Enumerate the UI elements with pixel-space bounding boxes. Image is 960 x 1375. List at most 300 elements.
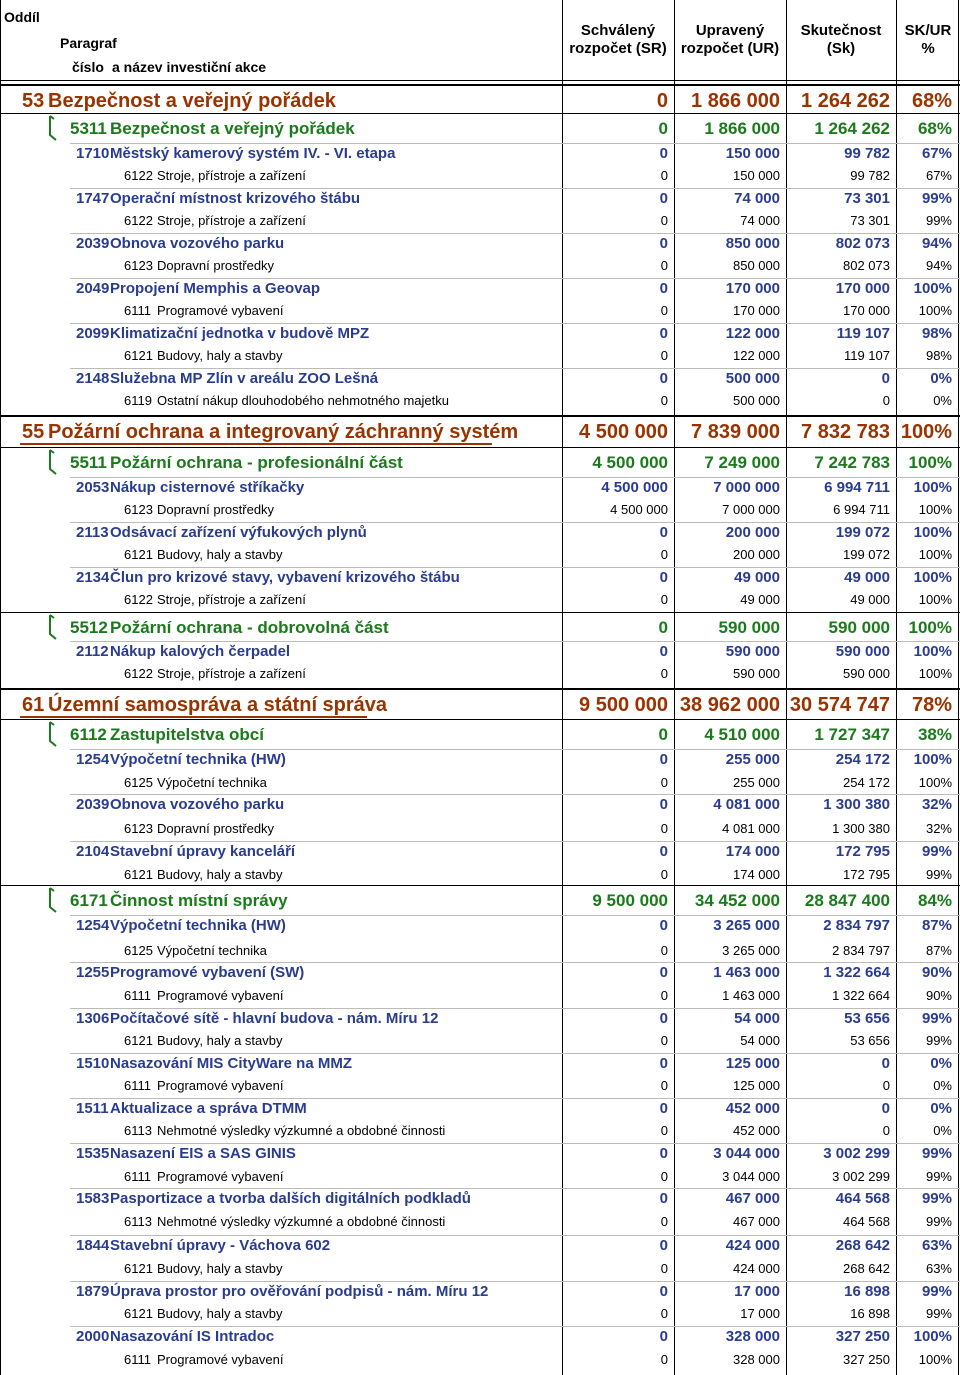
row-value-sr: 0 xyxy=(659,235,668,252)
row-value-sk: 268 642 xyxy=(843,1261,890,1276)
row-value-sk: 53 656 xyxy=(850,1033,890,1048)
header-oddil: Oddíl xyxy=(4,9,40,25)
row-value-sr: 0 xyxy=(659,325,668,342)
row-value-pct: 100% xyxy=(913,643,952,660)
row-value-sr: 0 xyxy=(659,1145,668,1162)
row-code: 6122 xyxy=(124,666,153,681)
row-value-pct: 99% xyxy=(921,1145,952,1162)
row-code: 1306 xyxy=(76,1010,110,1027)
row-value-sr: 0 xyxy=(659,280,668,297)
row-value-pct: 87% xyxy=(925,943,952,958)
row-name: Stroje, přístroje a zařízení xyxy=(157,168,306,183)
row-value-ur: 1 866 000 xyxy=(691,90,780,112)
row-value-sr: 0 xyxy=(660,1306,668,1321)
action-top-border xyxy=(70,522,960,523)
row-value-pct: 98% xyxy=(921,325,952,342)
row-value-ur: 38 962 000 xyxy=(679,694,780,716)
row-code: 1255 xyxy=(76,964,110,981)
row-name: Budovy, haly a stavby xyxy=(157,1261,283,1276)
row-code: 6113 xyxy=(124,1214,152,1229)
row-value-ur: 7 000 000 xyxy=(713,479,780,496)
row-value-sk: 16 898 xyxy=(844,1283,890,1300)
action-top-border xyxy=(70,1281,960,1282)
row-value-ur: 7 839 000 xyxy=(691,421,780,443)
row-value-pct: 100% xyxy=(918,592,952,607)
row-name: Programové vybavení xyxy=(157,1078,284,1093)
row-value-ur: 54 000 xyxy=(740,1033,780,1048)
row-value-sk: 1 264 262 xyxy=(814,119,890,138)
row-value-ur: 49 000 xyxy=(740,592,780,607)
row-value-ur: 122 000 xyxy=(733,348,780,363)
action-top-border xyxy=(70,1053,960,1054)
row-value-pct: 68% xyxy=(911,90,952,112)
row-value-sr: 0 xyxy=(660,213,668,228)
table-row-akce xyxy=(0,278,960,300)
row-name: Bezpečnost a veřejný pořádek xyxy=(48,90,336,112)
row-name: Výpočetní technika xyxy=(157,775,267,790)
row-value-pct: 63% xyxy=(925,1261,952,1276)
row-value-sr: 0 xyxy=(660,258,668,273)
row-code: 2113 xyxy=(76,524,109,541)
table-row-pol xyxy=(0,1120,960,1142)
row-name: Výpočetní technika (HW) xyxy=(110,917,286,934)
row-value-sr: 0 xyxy=(658,618,668,637)
row-value-sk: 254 172 xyxy=(843,775,890,790)
table-row-pol xyxy=(0,210,960,232)
header-sk xyxy=(786,22,896,58)
row-value-ur: 3 044 000 xyxy=(713,1145,780,1162)
row-value-ur: 590 000 xyxy=(718,618,780,637)
row-value-pct: 99% xyxy=(925,1214,952,1229)
action-top-border xyxy=(70,368,960,369)
row-value-sr: 9 500 000 xyxy=(592,891,668,910)
action-top-border xyxy=(70,323,960,324)
row-name: Programové vybavení xyxy=(157,988,284,1003)
row-value-sr: 4 500 000 xyxy=(592,453,668,472)
row-name: Nehmotné výsledky výzkumné a obdobné činnosti xyxy=(157,1123,446,1138)
row-code: 2039 xyxy=(76,796,110,813)
row-value-sr: 0 xyxy=(660,1078,668,1093)
row-code: 6123 xyxy=(124,258,153,273)
header-cislo: číslo xyxy=(72,59,104,75)
action-top-border xyxy=(70,233,960,234)
row-value-ur: 590 000 xyxy=(725,643,780,660)
row-value-sr: 0 xyxy=(660,1033,668,1048)
row-value-sk: 16 898 xyxy=(850,1306,890,1321)
row-value-sr: 0 xyxy=(660,943,668,958)
table-row-pol xyxy=(0,589,960,611)
row-code: 6122 xyxy=(124,592,153,607)
row-name: Zastupitelstva obcí xyxy=(110,725,264,744)
row-value-sk: 327 250 xyxy=(835,1328,890,1345)
row-value-sr: 0 xyxy=(659,796,668,813)
row-value-sk: 0 xyxy=(882,1078,890,1093)
row-value-pct: 0% xyxy=(933,393,952,408)
section-top-border xyxy=(0,688,960,690)
row-value-sr: 0 xyxy=(660,1352,668,1367)
row-value-sk: 1 322 664 xyxy=(823,964,890,981)
row-value-sk: 254 172 xyxy=(835,751,890,768)
table-row-pol xyxy=(0,1258,960,1280)
row-value-ur: 500 000 xyxy=(733,393,780,408)
row-code: 6111 xyxy=(124,988,151,1003)
table-row-pol xyxy=(0,1166,960,1188)
table-row-akce xyxy=(0,794,960,816)
row-name: Programové vybavení xyxy=(157,303,284,318)
row-code: 6121 xyxy=(124,1033,153,1048)
row-code: 6111 xyxy=(124,1169,151,1184)
row-code: 6119 xyxy=(124,393,152,408)
row-value-ur: 500 000 xyxy=(725,370,780,387)
row-value-ur: 467 000 xyxy=(733,1214,780,1229)
row-value-sk: 327 250 xyxy=(843,1352,890,1367)
row-value-sr: 0 xyxy=(660,666,668,681)
row-value-sr: 0 xyxy=(659,751,668,768)
table-row-pol xyxy=(0,663,960,685)
row-code: 61 xyxy=(22,694,45,716)
row-code: 2112 xyxy=(76,643,109,660)
paragraph-bracket-icon xyxy=(48,614,58,640)
row-value-pct: 99% xyxy=(921,190,952,207)
row-code: 1510 xyxy=(76,1055,110,1072)
row-value-sk: 73 301 xyxy=(844,190,890,207)
table-row-akce xyxy=(0,188,960,210)
section-top-border xyxy=(0,415,960,417)
row-name: Nehmotné výsledky výzkumné a obdobné činnosti xyxy=(157,1214,446,1229)
row-name: Stroje, přístroje a zařízení xyxy=(157,213,306,228)
row-value-pct: 100% xyxy=(900,421,952,443)
row-code: 1710 xyxy=(76,145,110,162)
row-value-sr: 0 xyxy=(659,370,668,387)
row-name: Člun pro krizové stavy, vybavení krizového štábu xyxy=(110,569,460,586)
paragraph-top-border xyxy=(0,885,960,886)
row-code: 2053 xyxy=(76,479,110,496)
row-code: 5311 xyxy=(70,119,107,138)
row-name: Klimatizační jednotka v budově MPZ xyxy=(110,325,370,342)
row-value-sk: 49 000 xyxy=(844,569,890,586)
row-value-pct: 38% xyxy=(917,725,952,744)
row-value-sr: 0 xyxy=(660,1261,668,1276)
row-code: 6123 xyxy=(124,502,153,517)
row-value-sk: 1 300 380 xyxy=(823,796,890,813)
row-value-sr: 0 xyxy=(659,643,668,660)
row-name: Budovy, haly a stavby xyxy=(157,1306,283,1321)
table-row-pol xyxy=(0,165,960,187)
row-value-sr: 0 xyxy=(659,917,668,934)
row-value-sr: 0 xyxy=(660,988,668,1003)
table-row-akce xyxy=(0,1053,960,1075)
row-code: 53 xyxy=(22,90,45,112)
row-value-sk: 7 832 783 xyxy=(801,421,890,443)
row-value-pct: 100% xyxy=(908,453,952,472)
row-value-sk: 1 264 262 xyxy=(801,90,890,112)
row-value-sr: 0 xyxy=(660,1169,668,1184)
paragraph-top-border xyxy=(0,113,960,114)
row-name: Programové vybavení (SW) xyxy=(110,964,305,981)
row-value-sk: 7 242 783 xyxy=(814,453,890,472)
row-value-sr: 0 xyxy=(660,348,668,363)
row-code: 6112 xyxy=(70,725,107,744)
row-name: Programové vybavení xyxy=(157,1352,284,1367)
header-ur xyxy=(674,22,786,58)
row-value-sr: 4 500 000 xyxy=(610,502,668,517)
table-row-akce xyxy=(0,1143,960,1165)
row-value-sk: 0 xyxy=(881,1100,890,1117)
row-value-pct: 100% xyxy=(913,751,952,768)
header-sk-line2: (Sk) xyxy=(826,40,856,57)
row-value-sk: 170 000 xyxy=(835,280,890,297)
row-value-ur: 174 000 xyxy=(733,867,780,882)
row-value-sr: 4 500 000 xyxy=(579,421,668,443)
table-row-para xyxy=(0,117,960,141)
action-top-border xyxy=(70,1326,960,1327)
row-value-sk: 464 568 xyxy=(835,1190,890,1207)
row-code: 6125 xyxy=(124,775,153,790)
table-row-akce xyxy=(0,962,960,984)
row-name: Dopravní prostředky xyxy=(157,258,275,273)
row-name: Požární ochrana - dobrovolná část xyxy=(110,618,389,637)
row-code: 1511 xyxy=(76,1100,109,1117)
row-code: 6123 xyxy=(124,821,153,836)
row-code: 55 xyxy=(22,421,45,443)
row-code: 1254 xyxy=(76,917,110,934)
table-row-pol xyxy=(0,1349,960,1371)
table-row-para xyxy=(0,616,960,640)
row-value-ur: 590 000 xyxy=(733,666,780,681)
row-code: 6121 xyxy=(124,348,153,363)
row-code: 6113 xyxy=(124,1123,152,1138)
row-value-sr: 0 xyxy=(660,168,668,183)
row-value-pct: 0% xyxy=(930,370,952,387)
row-value-sk: 590 000 xyxy=(843,666,890,681)
row-code: 6121 xyxy=(124,867,153,882)
row-name: Dopravní prostředky xyxy=(157,821,275,836)
row-value-sr: 0 xyxy=(660,867,668,882)
row-value-pct: 68% xyxy=(917,119,952,138)
header-ur-line2: rozpočet (UR) xyxy=(680,40,780,57)
section-title-underline xyxy=(20,716,367,718)
row-value-ur: 170 000 xyxy=(733,303,780,318)
table-row-pol xyxy=(0,940,960,962)
paragraph-bracket-icon xyxy=(48,721,58,747)
row-value-ur: 3 265 000 xyxy=(713,917,780,934)
table-row-akce xyxy=(0,522,960,544)
table-row-pol xyxy=(0,772,960,794)
table-row-sect xyxy=(0,86,960,116)
table-row-akce xyxy=(0,1281,960,1303)
row-value-sk: 6 994 711 xyxy=(824,479,890,496)
row-value-pct: 99% xyxy=(925,867,952,882)
section-title-underline xyxy=(20,443,492,445)
row-value-sk: 30 574 747 xyxy=(789,694,890,716)
header-ur-line1: Upravený xyxy=(695,22,765,39)
row-value-ur: 4 081 000 xyxy=(713,796,780,813)
table-row-akce xyxy=(0,641,960,663)
row-code: 6121 xyxy=(124,547,153,562)
row-value-ur: 4 510 000 xyxy=(704,725,780,744)
row-value-ur: 170 000 xyxy=(725,280,780,297)
row-value-pct: 0% xyxy=(930,1100,952,1117)
row-value-sk: 170 000 xyxy=(843,303,890,318)
row-value-sk: 73 301 xyxy=(850,213,890,228)
row-value-pct: 94% xyxy=(921,235,952,252)
row-value-pct: 67% xyxy=(925,168,952,183)
row-value-pct: 0% xyxy=(933,1078,952,1093)
row-value-sr: 0 xyxy=(658,725,668,744)
row-code: 2000 xyxy=(76,1328,110,1345)
row-value-ur: 3 044 000 xyxy=(722,1169,780,1184)
row-value-pct: 0% xyxy=(933,1123,952,1138)
row-value-pct: 99% xyxy=(921,1283,952,1300)
row-value-pct: 99% xyxy=(925,1169,952,1184)
row-value-pct: 100% xyxy=(913,1328,952,1345)
row-value-sr: 0 xyxy=(658,119,668,138)
header-nazev: a název investiční akce xyxy=(112,59,267,75)
row-value-sk: 99 782 xyxy=(844,145,890,162)
row-value-ur: 1 463 000 xyxy=(713,964,780,981)
row-name: Pasportizace a tvorba dalších digitálních podkladů xyxy=(110,1190,471,1207)
header-sr-line1: Schválený xyxy=(580,22,656,39)
row-value-pct: 100% xyxy=(918,775,952,790)
row-value-ur: 7 249 000 xyxy=(704,453,780,472)
row-value-sr: 0 xyxy=(659,569,668,586)
header-pct-line2: % xyxy=(921,40,935,57)
row-code: 1844 xyxy=(76,1237,110,1254)
row-value-ur: 49 000 xyxy=(734,569,780,586)
table-row-pol xyxy=(0,390,960,412)
header-sk-line1: Skutečnost xyxy=(800,22,882,39)
row-name: Požární ochrana - profesionální část xyxy=(110,453,403,472)
table-row-pol xyxy=(0,255,960,277)
row-value-sk: 28 847 400 xyxy=(804,891,890,910)
row-name: Odsávací zařízení výfukových plynů xyxy=(110,524,367,541)
row-value-sk: 1 727 347 xyxy=(814,725,890,744)
row-name: Nasazování IS Intradoc xyxy=(110,1328,275,1345)
row-code: 2099 xyxy=(76,325,110,342)
table-row-pol xyxy=(0,1211,960,1233)
table-row-akce xyxy=(0,143,960,165)
row-value-sr: 0 xyxy=(660,547,668,562)
row-value-pct: 67% xyxy=(921,145,952,162)
row-value-sr: 0 xyxy=(660,592,668,607)
table-row-akce xyxy=(0,477,960,499)
paragraph-top-border xyxy=(0,447,960,448)
row-value-sr: 0 xyxy=(659,145,668,162)
row-name: Stroje, přístroje a zařízení xyxy=(157,666,306,681)
row-code: 6122 xyxy=(124,213,153,228)
row-name: Stavební úpravy kanceláří xyxy=(110,843,296,860)
table-row-akce xyxy=(0,1098,960,1120)
row-value-sk: 0 xyxy=(882,1123,890,1138)
row-code: 1747 xyxy=(76,190,110,207)
header-sr xyxy=(562,22,674,58)
row-value-sk: 6 994 711 xyxy=(833,502,890,517)
row-value-pct: 0% xyxy=(930,1055,952,1072)
row-code: 6121 xyxy=(124,1261,153,1276)
table-row-para xyxy=(0,723,960,747)
paragraph-bracket-icon xyxy=(48,887,58,913)
action-top-border xyxy=(70,1008,960,1009)
row-value-pct: 32% xyxy=(921,796,952,813)
row-value-ur: 17 000 xyxy=(734,1283,780,1300)
table-row-akce xyxy=(0,841,960,863)
row-value-ur: 424 000 xyxy=(733,1261,780,1276)
row-value-pct: 99% xyxy=(921,843,952,860)
row-value-sk: 464 568 xyxy=(843,1214,890,1229)
header-paragraf: Paragraf xyxy=(60,35,117,51)
row-value-ur: 125 000 xyxy=(725,1055,780,1072)
row-value-ur: 452 000 xyxy=(725,1100,780,1117)
table-row-akce xyxy=(0,915,960,937)
row-value-pct: 94% xyxy=(925,258,952,273)
action-top-border xyxy=(70,143,960,144)
row-name: Aktualizace a správa DTMM xyxy=(110,1100,307,1117)
row-value-pct: 100% xyxy=(908,618,952,637)
table-row-akce xyxy=(0,567,960,589)
row-code: 5511 xyxy=(70,453,107,472)
row-value-sr: 0 xyxy=(659,524,668,541)
action-top-border xyxy=(70,962,960,963)
row-value-ur: 122 000 xyxy=(725,325,780,342)
row-name: Počítačové sítě - hlavní budova - nám. Míru 12 xyxy=(110,1010,439,1027)
table-row-para xyxy=(0,889,960,913)
row-code: 6111 xyxy=(124,1078,151,1093)
row-value-sk: 802 073 xyxy=(835,235,890,252)
row-value-ur: 74 000 xyxy=(740,213,780,228)
row-name: Operační místnost krizového štábu xyxy=(110,190,361,207)
table-row-akce xyxy=(0,233,960,255)
table-row-pol xyxy=(0,1030,960,1052)
row-value-pct: 90% xyxy=(925,988,952,1003)
table-row-akce xyxy=(0,1188,960,1210)
row-value-ur: 150 000 xyxy=(725,145,780,162)
row-code: 2049 xyxy=(76,280,110,297)
row-code: 1254 xyxy=(76,751,110,768)
row-value-ur: 34 452 000 xyxy=(694,891,780,910)
row-name: Obnova vozového parku xyxy=(110,796,285,813)
table-row-akce xyxy=(0,749,960,771)
row-value-pct: 78% xyxy=(911,694,952,716)
row-value-pct: 100% xyxy=(918,502,952,517)
row-code: 2104 xyxy=(76,843,110,860)
row-name: Obnova vozového parku xyxy=(110,235,285,252)
row-code: 1583 xyxy=(76,1190,110,1207)
row-value-sr: 0 xyxy=(660,393,668,408)
row-name: Služebna MP Zlín v areálu ZOO Lešná xyxy=(110,370,379,387)
row-code: 6171 xyxy=(70,891,108,910)
row-value-sr: 0 xyxy=(659,1237,668,1254)
row-value-ur: 850 000 xyxy=(725,235,780,252)
row-value-sk: 1 300 380 xyxy=(832,821,890,836)
row-value-pct: 100% xyxy=(918,547,952,562)
row-value-ur: 200 000 xyxy=(733,547,780,562)
row-name: Úprava prostor pro ověřování podpisů - nám. Míru 12 xyxy=(110,1283,489,1300)
paragraph-bracket-icon xyxy=(48,449,58,475)
row-value-ur: 328 000 xyxy=(733,1352,780,1367)
row-value-ur: 150 000 xyxy=(733,168,780,183)
table-row-akce xyxy=(0,1326,960,1348)
row-value-ur: 174 000 xyxy=(725,843,780,860)
row-value-sr: 0 xyxy=(660,775,668,790)
header-pct xyxy=(896,22,960,58)
row-value-pct: 99% xyxy=(925,1033,952,1048)
action-top-border xyxy=(70,1143,960,1144)
row-value-sk: 172 795 xyxy=(843,867,890,882)
paragraph-top-border xyxy=(0,719,960,720)
row-name: Nákup kalových čerpadel xyxy=(110,643,291,660)
row-value-ur: 125 000 xyxy=(733,1078,780,1093)
row-value-sk: 2 834 797 xyxy=(832,943,890,958)
